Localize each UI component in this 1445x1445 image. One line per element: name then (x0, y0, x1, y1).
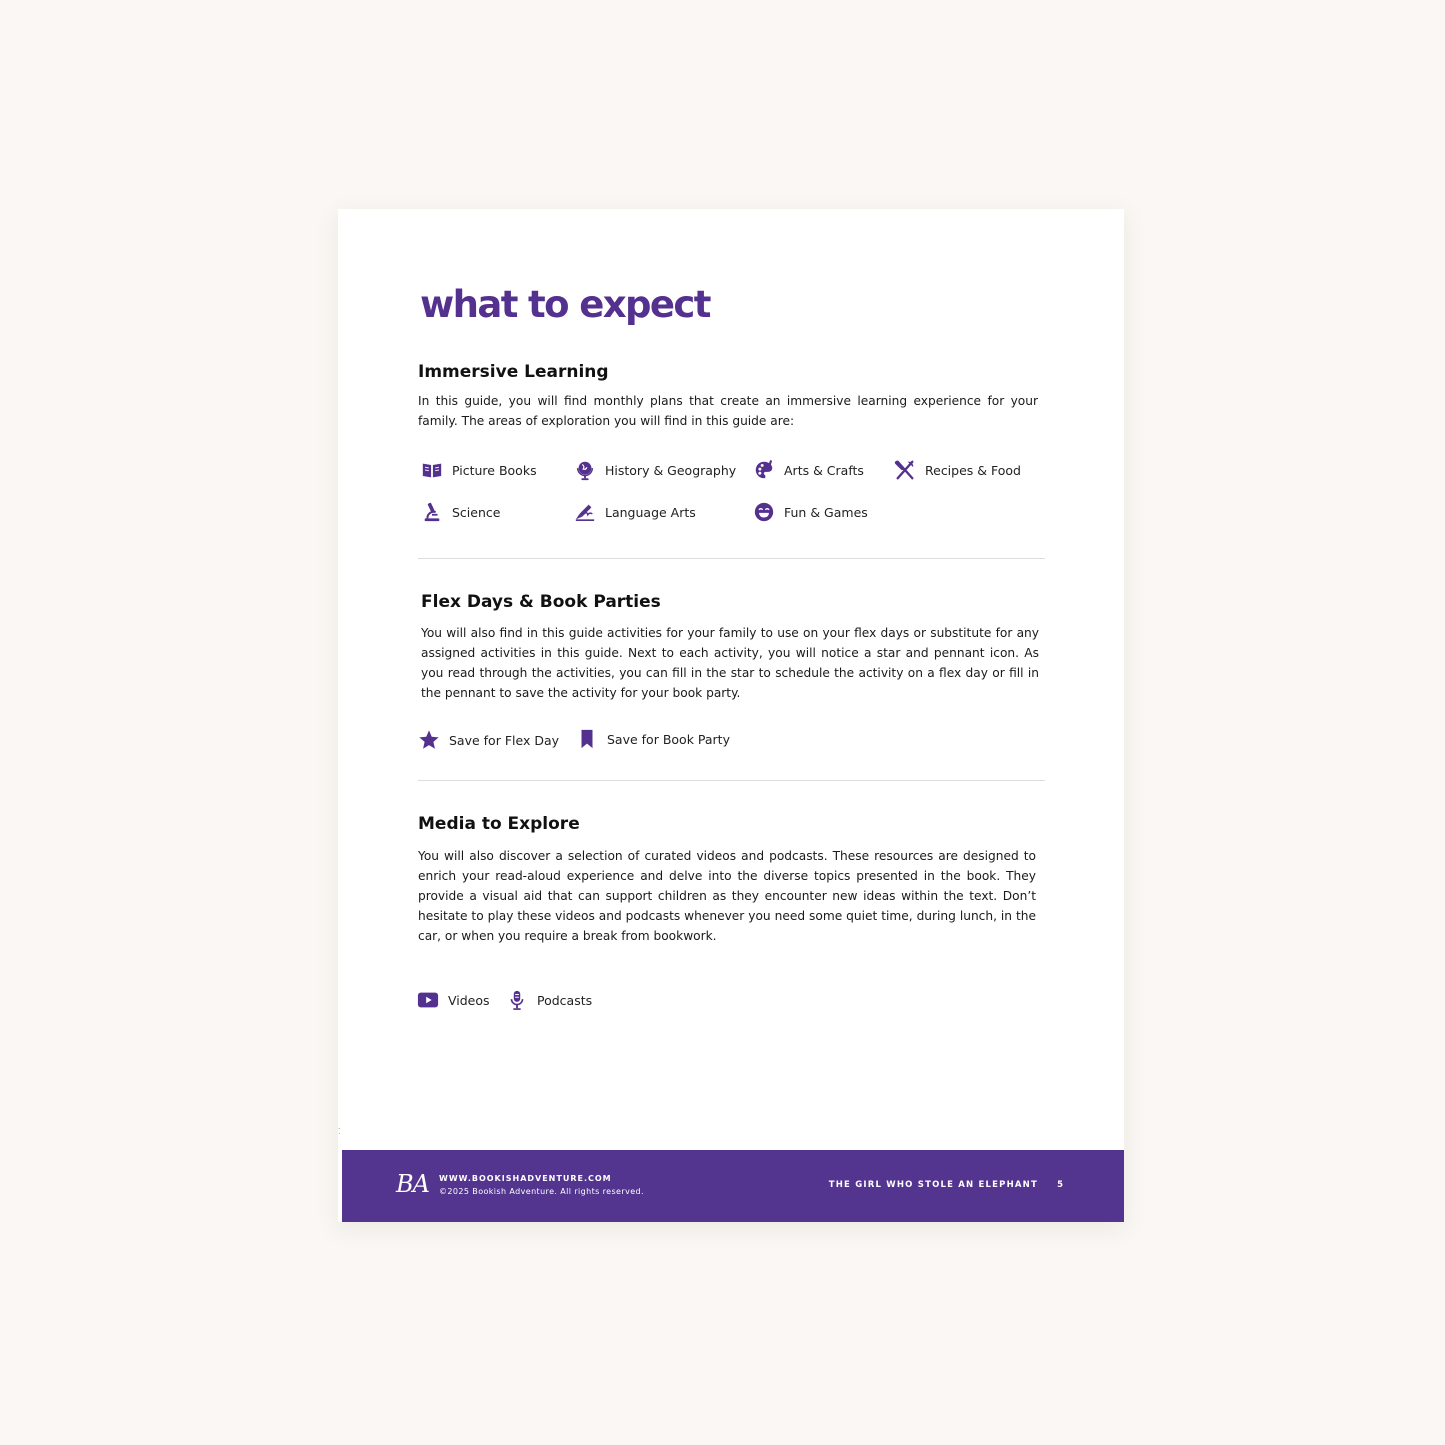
area-arts-crafts (753, 459, 864, 481)
media-podcasts (506, 989, 592, 1011)
media-videos (417, 989, 490, 1011)
media-label: Videos (448, 992, 490, 1008)
option-label: Save for Book Party (607, 731, 730, 747)
open-book-icon (421, 459, 443, 481)
page-footer (342, 1150, 1124, 1222)
area-label: History & Geography (605, 462, 737, 478)
smiley-icon (753, 501, 775, 523)
immersive-learning-text: In this guide, you will find monthly plans that create an immersive learning experience for your family. The areas of exploration you will find in this guide are: (418, 394, 1038, 428)
area-recipes-food (894, 459, 1021, 481)
bookmark-icon (576, 728, 598, 750)
area-language-arts (574, 501, 696, 523)
area-picture-books (421, 459, 537, 481)
section-divider (418, 780, 1045, 781)
area-label: Picture Books (452, 462, 537, 478)
microscope-icon (421, 501, 443, 523)
option-label: Save for Flex Day (449, 732, 560, 748)
pen-writing-icon (574, 501, 596, 523)
save-for-flex-day (418, 729, 559, 751)
page-title: what to expect (420, 283, 710, 326)
area-label: Arts & Crafts (784, 462, 864, 478)
immersive-learning-heading: Immersive Learning (418, 362, 609, 382)
microphone-icon (506, 989, 528, 1011)
area-label: Science (452, 504, 501, 520)
media-heading: Media to Explore (418, 814, 580, 834)
area-label: Recipes & Food (925, 462, 1021, 478)
media-text: You will also discover a selection of curated videos and podcasts. These resources are designed to enrich your read-aloud experience and delve into the diverse topics presented in the book. They provide a visual aid that can support children as they encounter new ideas within the text. Don’t hesitate to play these videos and podcasts whenever you need some quiet time, during lunch, in the car, or when you require a break from bookwork. (418, 849, 1036, 943)
area-science (421, 501, 500, 523)
footer-website: WWW.BOOKISHADVENTURE.COM (439, 1174, 612, 1183)
footer-book-title: THE GIRL WHO STOLE AN ELEPHANT (828, 1180, 1038, 1190)
flex-days-text: You will also find in this guide activities for your family to use on your flex days or substitute for any assigned activities in this guide. Next to each activity, you will notice a star and pennant icon. As you read through the activities, you can fill in the star to schedule the activity on a flex day or fill in the pennant to save the activity for your book party. (421, 626, 1039, 700)
bookish-adventure-logo: BA (396, 1170, 429, 1198)
area-label: Language Arts (605, 504, 696, 520)
area-history-geography (574, 459, 736, 481)
video-play-icon (417, 989, 439, 1011)
star-icon (418, 729, 440, 751)
globe-icon (574, 459, 596, 481)
media-label: Podcasts (537, 992, 593, 1008)
margin-mark: ⁚ (338, 1127, 341, 1136)
page-number: 5 (1057, 1180, 1063, 1190)
section-divider (418, 558, 1045, 559)
footer-copyright: ©2025 Bookish Adventure. All rights reserved. (439, 1187, 644, 1196)
guide-page (338, 209, 1124, 1222)
save-for-book-party (576, 728, 730, 750)
area-fun-games (753, 501, 868, 523)
palette-icon (753, 459, 775, 481)
flex-days-heading: Flex Days & Book Parties (421, 592, 661, 612)
area-label: Fun & Games (784, 504, 868, 520)
utensils-icon (894, 459, 916, 481)
